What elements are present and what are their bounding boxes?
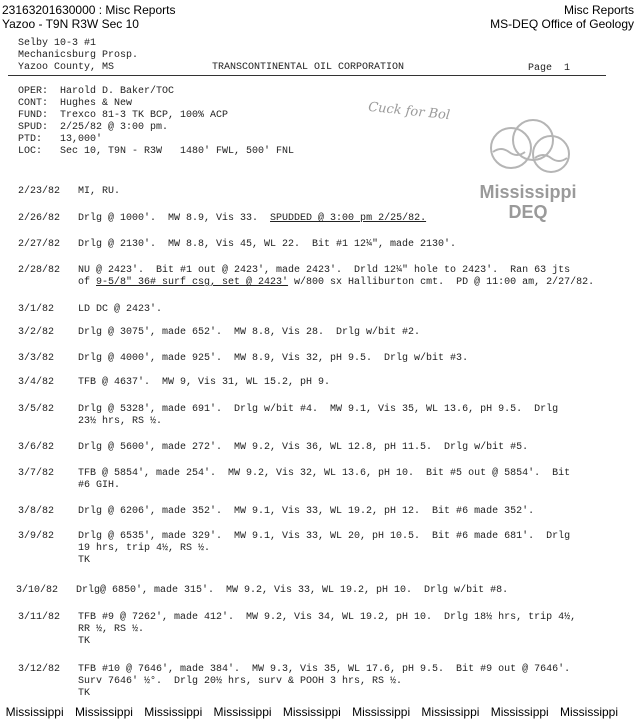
entry-text-continued: of 9-5/8" 36# surf csg, set @ 2423' w/800 sx Halliburton cmt. PD @ 11:00 am, 2/27/82. bbox=[78, 277, 595, 288]
entry-text: Drlg@ 6850', made 315'. MW 9.2, Vis 33, WL 19.2, pH 10. Drlg w/bit #8. bbox=[76, 585, 509, 596]
well-location: LOC: Sec 10, T9N - R3W 1480' FWL, 500' FNL bbox=[18, 146, 295, 157]
entry-text: TFB @ 5854', made 254'. MW 9.2, Vis 32, WL 13.6, pH 10. Bit #5 out @ 5854'. Bit bbox=[78, 468, 571, 479]
footer-label: Mississippi bbox=[74, 705, 133, 719]
entry-date: 3/4/82 bbox=[18, 377, 55, 388]
entry-text: Drlg @ 6535', made 329'. MW 9.1, Vis 33, WL 20, pH 10.5. Bit #6 made 681'. Drlg bbox=[78, 531, 571, 542]
footer-watermark bbox=[0, 705, 638, 719]
footer-label: Mississippi bbox=[282, 705, 341, 719]
entry-text: Drlg @ 6206', made 352'. MW 9.1, Vis 33, WL 19.2, pH 12. Bit #6 made 352'. bbox=[78, 506, 535, 517]
entry-text: MI, RU. bbox=[78, 186, 121, 197]
report-type: Misc Reports bbox=[563, 3, 634, 17]
entry-date: 3/1/82 bbox=[18, 304, 55, 315]
entry-date: 3/9/82 bbox=[18, 531, 55, 542]
company-name: TRANSCONTINENTAL OIL CORPORATION bbox=[212, 62, 405, 73]
entry-date: 3/5/82 bbox=[18, 404, 55, 415]
entry-date: 2/27/82 bbox=[18, 239, 61, 250]
entry-initials: TK bbox=[78, 688, 91, 699]
entry-text: Drlg @ 1000'. MW 8.9, Vis 33. SPUDDED @ 3:00 pm 2/25/82. bbox=[78, 213, 427, 224]
logo-subtext: DEQ bbox=[508, 202, 548, 222]
entry-text: LD DC @ 2423'. bbox=[78, 304, 163, 315]
entry-text-continued: 19 hrs, trip 4½, RS ½. bbox=[78, 543, 211, 554]
entry-date: 3/10/82 bbox=[16, 585, 59, 596]
office-name: MS-DEQ Office of Geology bbox=[490, 17, 634, 31]
projected-depth: PTD: 13,000' bbox=[18, 134, 103, 145]
mdeq-logo bbox=[463, 118, 593, 222]
entry-date: 3/7/82 bbox=[18, 468, 55, 479]
entry-text: Drlg @ 2130'. MW 8.8, Vis 45, WL 22. Bit #1 12¼", made 2130'. bbox=[78, 239, 457, 250]
page-number: Page 1 bbox=[528, 63, 571, 74]
entry-date: 3/12/82 bbox=[18, 664, 61, 675]
prospect: Mechanicsburg Prosp. bbox=[18, 50, 139, 61]
entry-text: TFB @ 4637'. MW 9, Vis 31, WL 15.2, pH 9. bbox=[78, 377, 331, 388]
location-label: Yazoo - T9N R3W Sec 10 bbox=[2, 17, 139, 31]
entry-text-continued: #6 GIH. bbox=[78, 480, 121, 491]
entry-text: Drlg @ 5328', made 691'. Drlg w/bit #4. MW 9.1, Vis 35, WL 13.6, pH 9.5. Drlg bbox=[78, 404, 559, 415]
entry-date: 3/8/82 bbox=[18, 506, 55, 517]
entry-text-continued: Surv 7646' ½°. Drlg 20½ hrs, surv & POOH 3 hrs, RS ½. bbox=[78, 676, 403, 687]
footer-label: Mississippi bbox=[352, 705, 411, 719]
entry-initials: TK bbox=[78, 636, 91, 647]
entry-date: 3/3/82 bbox=[18, 353, 55, 364]
footer-label: Mississippi bbox=[490, 705, 549, 719]
entry-date: 2/23/82 bbox=[18, 186, 61, 197]
scanned-page bbox=[8, 32, 630, 704]
entry-text: Drlg @ 4000', made 925'. MW 8.9, Vis 32, pH 9.5. Drlg w/bit #3. bbox=[78, 353, 469, 364]
entry-initials: TK bbox=[78, 555, 91, 566]
entry-date: 3/11/82 bbox=[18, 612, 61, 623]
contractor: CONT: Hughes & New bbox=[18, 98, 133, 109]
entry-date: 2/28/82 bbox=[18, 265, 61, 276]
handwritten-signature: Cuck for Bol bbox=[367, 99, 451, 124]
entry-text-continued: RR ½, RS ½. bbox=[78, 624, 145, 635]
header-rule bbox=[8, 75, 606, 76]
spud-note: SPUDDED @ 3:00 pm 2/25/82. bbox=[270, 213, 427, 224]
entry-text: Drlg @ 5600', made 272'. MW 9.2, Vis 36, WL 12.8, pH 11.5. Drlg w/bit #5. bbox=[78, 442, 529, 453]
footer-label: Mississippi bbox=[421, 705, 480, 719]
footer-label: Mississippi bbox=[5, 705, 64, 719]
entry-date: 3/6/82 bbox=[18, 442, 55, 453]
document-header bbox=[0, 0, 638, 32]
entry-text: TFB #9 @ 7262', made 412'. MW 9.2, Vis 34, WL 19.2, pH 10. Drlg 18½ hrs, trip 4½, bbox=[78, 612, 577, 623]
record-id: 23163201630000 : Misc Reports bbox=[2, 3, 176, 17]
entry-text: TFB #10 @ 7646', made 384'. MW 9.3, Vis 35, WL 17.6, pH 9.5. Bit #9 out @ 7646'. bbox=[78, 664, 571, 675]
entry-date: 2/26/82 bbox=[18, 213, 61, 224]
entry-text: NU @ 2423'. Bit #1 out @ 2423', made 2423'. Drld 12¼" hole to 2423'. Ran 63 jts bbox=[78, 265, 571, 276]
entry-text-continued: 23½ hrs, RS ½. bbox=[78, 416, 163, 427]
county: Yazoo County, MS bbox=[18, 62, 115, 73]
well-name: Selby 10-3 #1 bbox=[18, 38, 97, 49]
footer-label: Mississippi bbox=[560, 705, 619, 719]
casing-note: 9-5/8" 36# surf csg, set @ 2423' bbox=[96, 277, 289, 288]
fund: FUND: Trexco 81-3 TK BCP, 100% ACP bbox=[18, 110, 229, 121]
logo-circles-icon bbox=[463, 118, 593, 178]
spud-date: SPUD: 2/25/82 @ 3:00 pm. bbox=[18, 122, 169, 133]
footer-label: Mississippi bbox=[144, 705, 203, 719]
entry-text: Drlg @ 3075', made 652'. MW 8.8, Vis 28. Drlg w/bit #2. bbox=[78, 327, 421, 338]
operator: OPER: Harold D. Baker/TOC bbox=[18, 86, 175, 97]
footer-label: Mississippi bbox=[213, 705, 272, 719]
entry-date: 3/2/82 bbox=[18, 327, 55, 338]
logo-text: Mississippi bbox=[479, 182, 577, 202]
